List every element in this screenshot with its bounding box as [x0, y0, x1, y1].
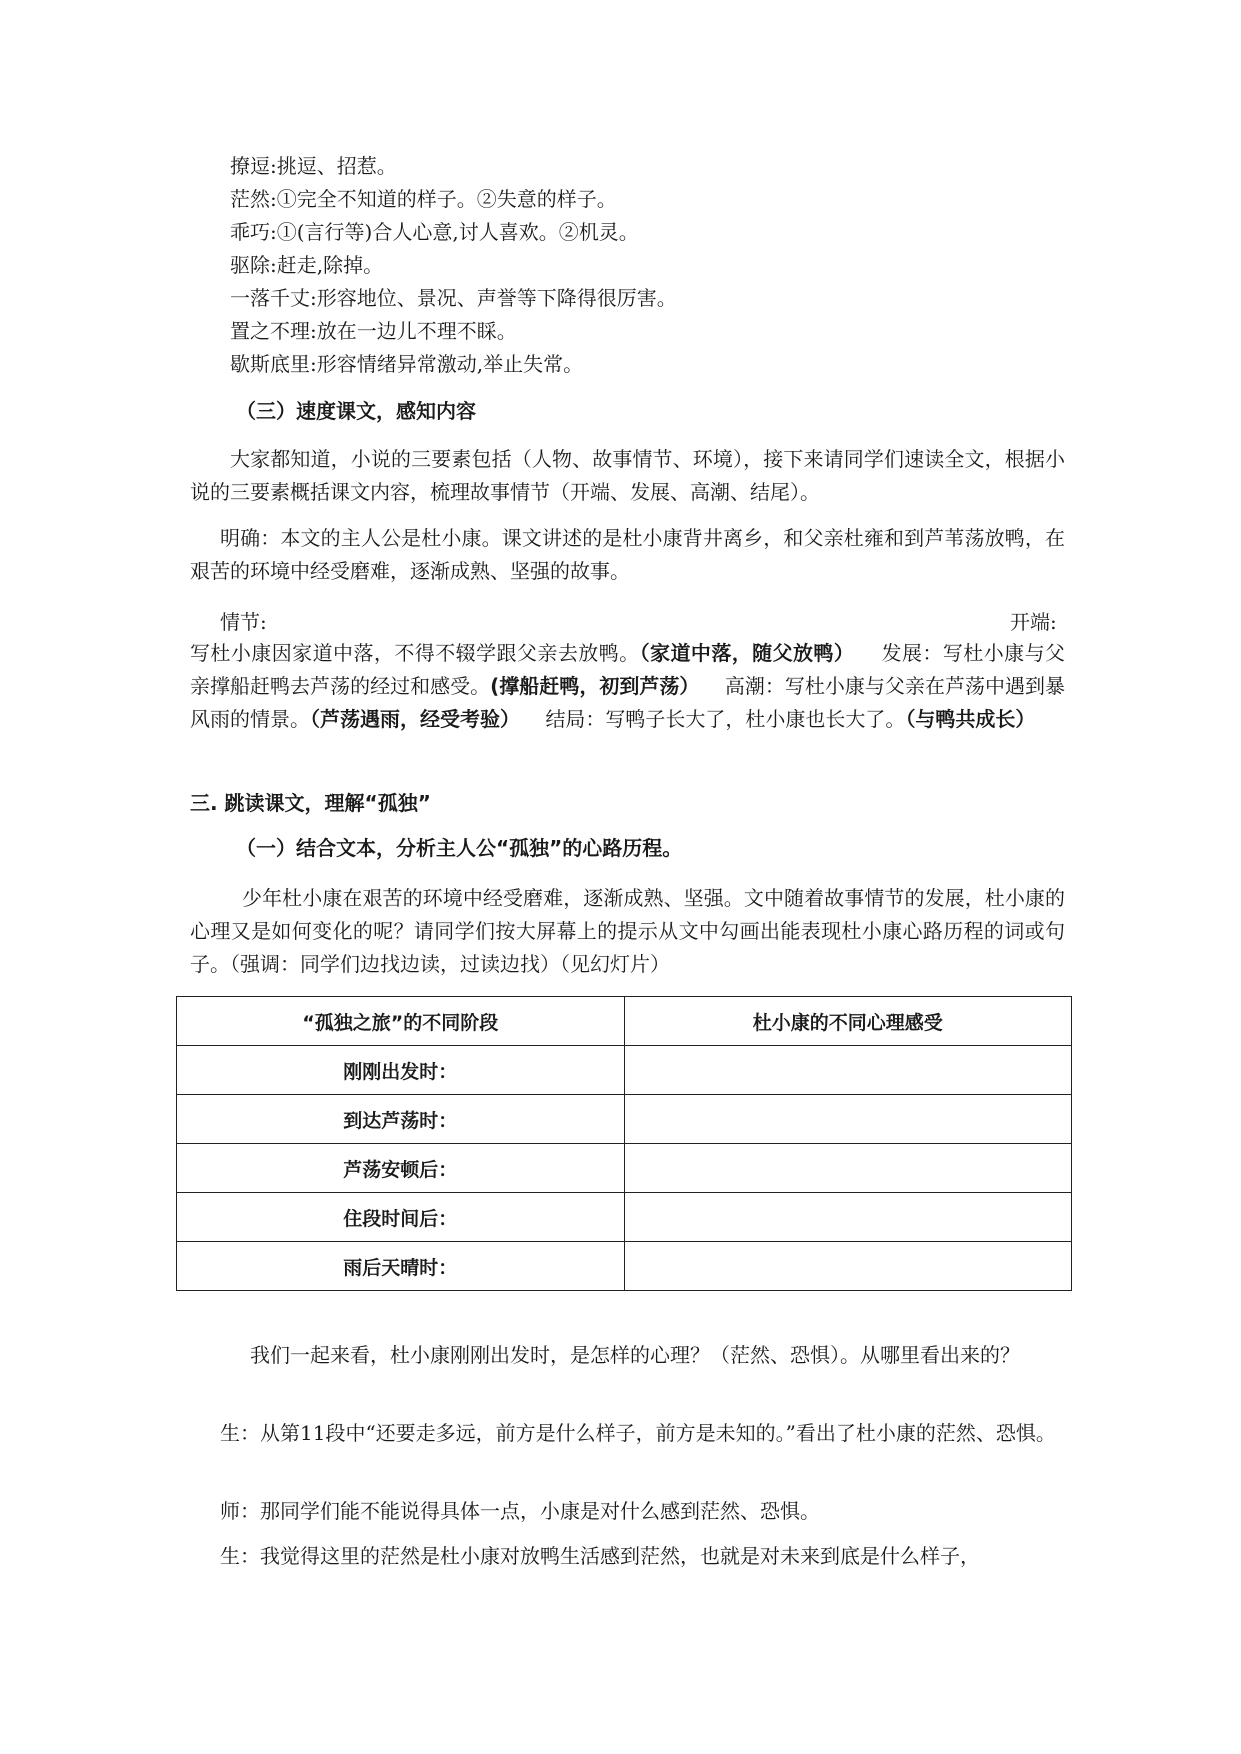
clarify-paragraph: 明确：本文的主人公是杜小康。课文讲述的是杜小康背井离乡，和父亲杜雍和到芦苇荡放鸭，在艰苦的环境中经受磨难，逐渐成熟、坚强的故事。: [190, 526, 1065, 583]
table-row: [177, 1193, 1072, 1242]
table-cell-feeling: [624, 1144, 1072, 1193]
table-cell-feeling: [624, 1193, 1072, 1242]
table-cell-stage: 到达芦荡时：: [177, 1095, 625, 1144]
journey-paragraph: 少年杜小康在艰苦的环境中经受磨难，逐渐成熟、坚强。文中随着故事情节的发展，杜小康的心理又是如何变化的呢？请同学们按大屏幕上的提示从文中勾画出能表现杜小康心路历程的词或句子。（强调：同学们边找边读，过读边找）（见幻灯片）: [190, 886, 1065, 976]
table-cell-feeling: [624, 1095, 1072, 1144]
table-header-row: [177, 997, 1072, 1046]
table-cell-feeling: [624, 1046, 1072, 1095]
plot-ending-text: 结局：写鸭子长大了，杜小康也长大了。: [545, 707, 906, 731]
vocab-item: 撩逗:挑逗、招惹。: [230, 154, 397, 178]
table-cell-feeling: [624, 1242, 1072, 1291]
plot-start-text: 写杜小康因家道中落，不得不辍学跟父亲去放鸭。: [190, 641, 640, 665]
discussion-paragraph: 我们一起来看，杜小康刚刚出发时，是怎样的心理？（茫然、恐惧）。从哪里看出来的？: [250, 1343, 1020, 1367]
table-cell-stage: 刚刚出发时：: [177, 1046, 625, 1095]
discussion-paragraph: 生：我觉得这里的茫然是杜小康对放鸭生活感到茫然，也就是对未来到底是什么样子，: [220, 1544, 980, 1568]
sub-heading-one: （一）结合文本，分析主人公“孤独”的心路历程。: [236, 836, 683, 860]
table-header-cell: 杜小康的不同心理感受: [624, 997, 1072, 1046]
table-row: [177, 1144, 1072, 1193]
section-heading: （三）速度课文，感知内容: [236, 399, 476, 423]
plot-development-summary: (撑船赶鸭，初到芦荡）: [490, 674, 700, 698]
vocab-item: 乖巧:①(言行等)合人心意,讨人喜欢。②机灵。: [230, 220, 639, 244]
plot-start-summary: （家道中落，随父放鸭）: [639, 641, 855, 665]
plot-paragraph: [190, 637, 1065, 736]
plot-climax-summary: （芦荡遇雨，经受考验）: [310, 707, 520, 731]
table-cell-stage: 住段时间后：: [177, 1193, 625, 1242]
intro-paragraph: 大家都知道，小说的三要素包括（人物、故事情节、环境），接下来请同学们速读全文，根据小说的三要素概括课文内容，梳理故事情节（开端、发展、高潮、结尾）。: [190, 447, 1065, 504]
plot-ending-summary: （与鸭共成长）: [905, 707, 1036, 731]
vocab-item: 驱除:赶走,除掉。: [230, 253, 384, 277]
section-heading-three: 三. 跳读课文，理解“孤独”: [190, 791, 431, 815]
vocab-item: 一落千丈:形容地位、景况、声誉等下降得很厉害。: [230, 286, 677, 310]
plot-climax-text: 高潮：写杜小康与父亲在芦荡中遇到暴风雨的情景。: [190, 674, 1066, 731]
discussion-paragraph: 生：从第11段中“还要走多远，前方是什么样子，前方是未知的。”看出了杜小康的茫然、恐惧。: [220, 1421, 1056, 1445]
plot-development-text: 发展：写杜小康与父亲撑船赶鸭去芦荡的经过和感受。: [190, 641, 1066, 698]
table-row: [177, 1095, 1072, 1144]
table-cell-stage: 雨后天晴时：: [177, 1242, 625, 1291]
plot-label: 情节:: [220, 610, 267, 634]
discussion-paragraph: 师：那同学们能不能说得具体一点，小康是对什么感到茫然、恐惧。: [220, 1499, 820, 1523]
table-cell-stage: 芦荡安顿后：: [177, 1144, 625, 1193]
stages-table: [176, 996, 1072, 1291]
plot-start-label: 开端:: [1010, 610, 1057, 634]
vocab-item: 置之不理:放在一边儿不理不睬。: [230, 319, 517, 343]
table-header-cell: “孤独之旅”的不同阶段: [177, 997, 625, 1046]
table-row: [177, 1242, 1072, 1291]
vocab-item: 茫然:①完全不知道的样子。②失意的样子。: [230, 187, 617, 211]
vocab-item: 歇斯底里:形容情绪异常激动,举止失常。: [230, 352, 584, 376]
table-row: [177, 1046, 1072, 1095]
